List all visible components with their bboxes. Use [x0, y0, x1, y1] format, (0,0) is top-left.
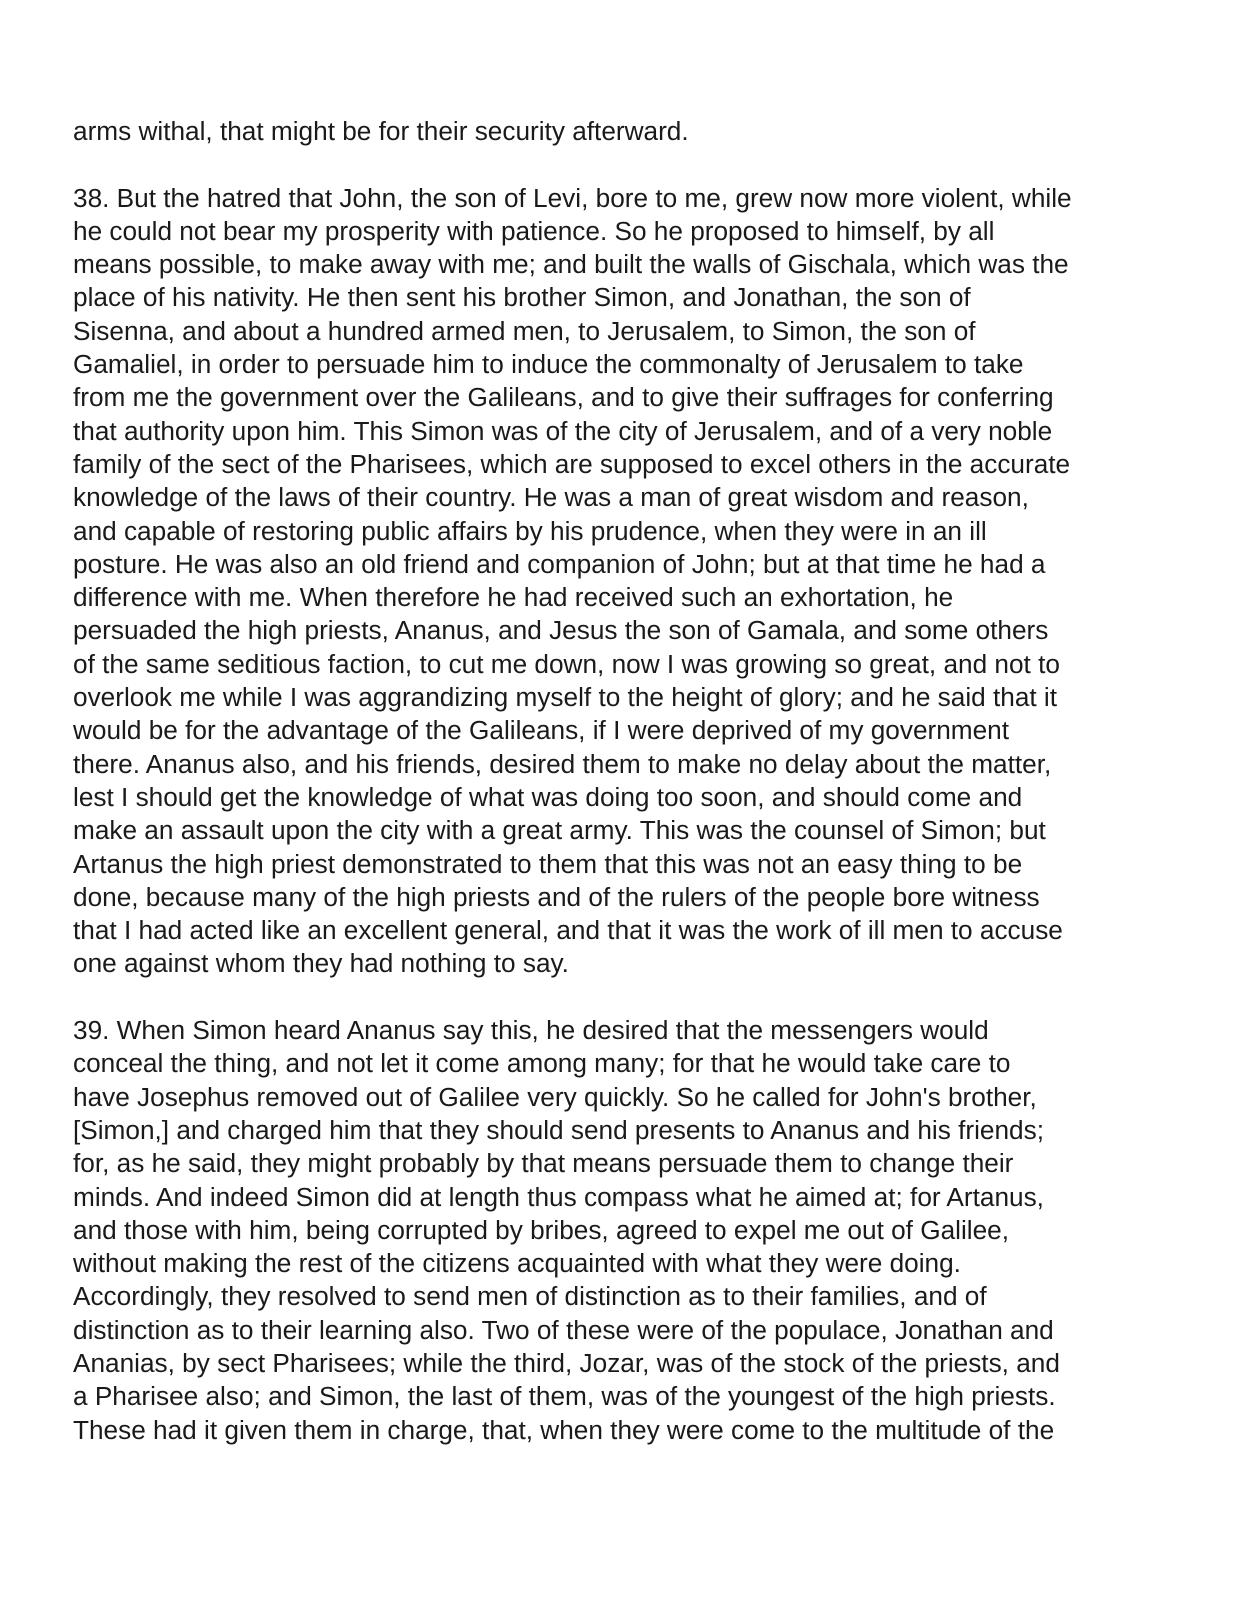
text-line: arms withal, that might be for their security afterward.: [73, 116, 689, 146]
text-line: that I had acted like an excellent general, and that it was the work of ill men to accuse: [73, 915, 1063, 946]
text-line: a Pharisee also; and Simon, the last of them, was of the youngest of the high priests.: [73, 1381, 1056, 1412]
paragraph-continuation: [73, 115, 1153, 148]
text-line: Sisenna, and about a hundred armed men, to Jerusalem, to Simon, the son of: [73, 315, 976, 346]
text-line: he could not bear my prosperity with patience. So he proposed to himself, by all: [73, 215, 995, 246]
text-line: Artanus the high priest demonstrated to them that this was not an easy thing to be: [73, 848, 1023, 879]
text-line: [Simon,] and charged him that they should send presents to Ananus and his friends;: [73, 1114, 1044, 1145]
text-line: lest I should get the knowledge of what was doing too soon, and should come and: [73, 781, 1023, 812]
text-line: for, as he said, they might probably by that means persuade them to change their: [73, 1148, 1014, 1179]
text-line: that authority upon him. This Simon was of the city of Jerusalem, and of a very noble: [73, 415, 1053, 446]
text-line: conceal the thing, and not let it come among many; for that he would take care to: [73, 1048, 1011, 1079]
text-line: make an assault upon the city with a great army. This was the counsel of Simon; but: [73, 815, 1046, 846]
text-line: family of the sect of the Pharisees, which are supposed to excel others in the accurate: [73, 448, 1071, 479]
text-line: from me the government over the Galileans, and to give their suffrages for conferring: [73, 382, 1054, 413]
text-line: Gamaliel, in order to persuade him to induce the commonalty of Jerusalem to take: [73, 349, 1024, 380]
paragraph-38: [73, 182, 1153, 981]
text-line: minds. And indeed Simon did at length thus compass what he aimed at; for Artanus,: [73, 1181, 1044, 1212]
text-line: 38. But the hatred that John, the son of Levi, bore to me, grew now more violent, while: [73, 182, 1072, 213]
text-line: Accordingly, they resolved to send men of distinction as to their families, and of: [73, 1281, 987, 1312]
text-line: would be for the advantage of the Galileans, if I were deprived of my government: [73, 715, 1010, 746]
text-line: one against whom they had nothing to say.: [73, 948, 569, 979]
text-line: of the same seditious faction, to cut me down, now I was growing so great, and not to: [73, 648, 1060, 679]
text-line: persuaded the high priests, Ananus, and Jesus the son of Gamala, and some others: [73, 615, 1049, 646]
text-line: knowledge of the laws of their country. He was a man of great wisdom and reason,: [73, 482, 1029, 513]
text-line: These had it given them in charge, that, when they were come to the multitude of the: [73, 1414, 1055, 1445]
text-line: and capable of restoring public affairs by his prudence, when they were in an ill: [73, 515, 987, 546]
text-line: posture. He was also an old friend and companion of John; but at that time he had a: [73, 548, 1046, 579]
text-line: and those with him, being corrupted by bribes, agreed to expel me out of Galilee,: [73, 1214, 1010, 1245]
text-line: overlook me while I was aggrandizing myself to the height of glory; and he said that it: [73, 682, 1058, 713]
document-page: [73, 115, 1153, 1480]
text-line: without making the rest of the citizens acquainted with what they were doing.: [73, 1248, 961, 1279]
text-line: place of his nativity. He then sent his brother Simon, and Jonathan, the son of: [73, 282, 971, 313]
text-line: done, because many of the high priests and of the rulers of the people bore witness: [73, 881, 1040, 912]
text-line: distinction as to their learning also. Two of these were of the populace, Jonathan and: [73, 1314, 1054, 1345]
text-line: means possible, to make away with me; and built the walls of Gischala, which was the: [73, 249, 1069, 280]
text-line: 39. When Simon heard Ananus say this, he desired that the messengers would: [73, 1015, 989, 1046]
paragraph-39: [73, 1014, 1153, 1447]
text-line: difference with me. When therefore he had received such an exhortation, he: [73, 582, 954, 613]
text-line: have Josephus removed out of Galilee very quickly. So he called for John's brother,: [73, 1081, 1037, 1112]
text-line: Ananias, by sect Pharisees; while the third, Jozar, was of the stock of the priests, and: [73, 1347, 1060, 1378]
text-line: there. Ananus also, and his friends, desired them to make no delay about the matter,: [73, 748, 1052, 779]
